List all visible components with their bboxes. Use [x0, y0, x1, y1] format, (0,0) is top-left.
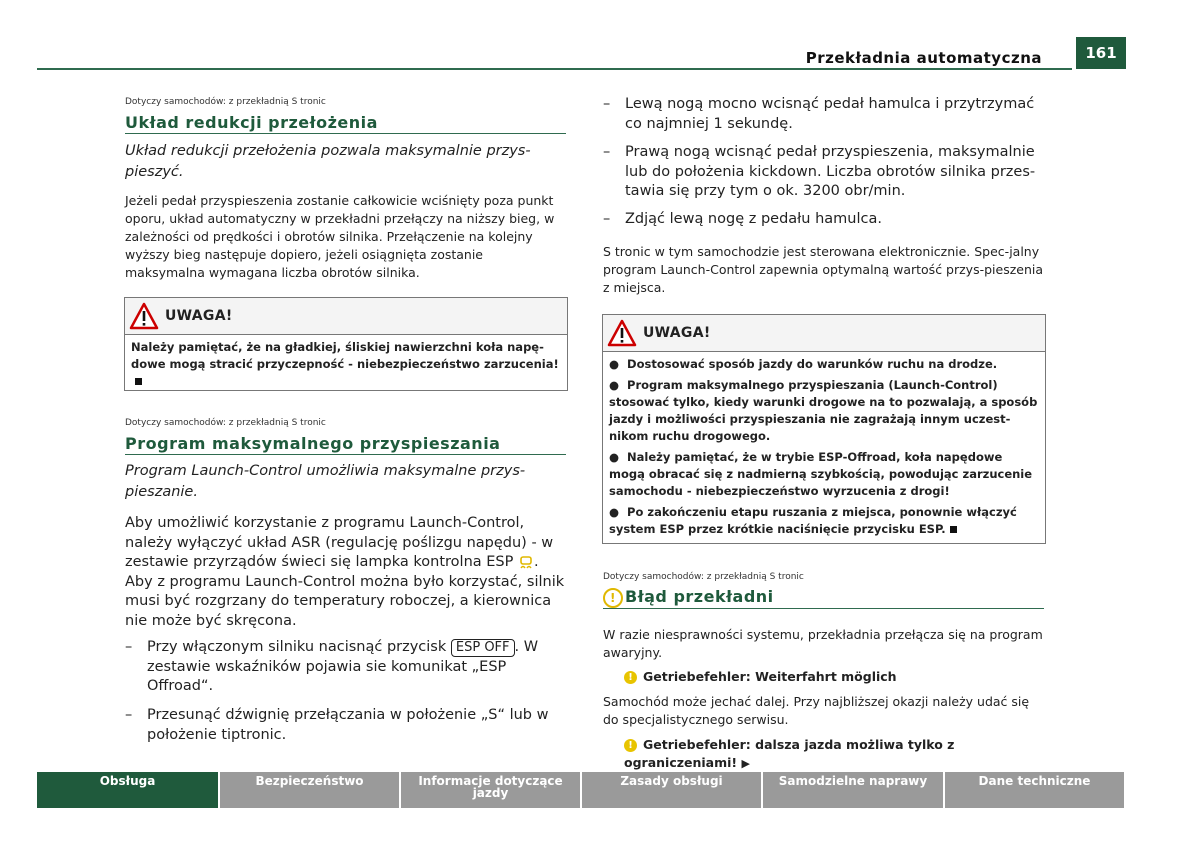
- footer-tab-zasady[interactable]: [582, 772, 761, 808]
- page-number: 161: [1076, 37, 1126, 69]
- warning-box: [602, 314, 1046, 544]
- warning-box: [124, 297, 568, 391]
- section-body: Samochód może jechać dalej. Przy najbliższej okazji należy udać się do specjalistycznego serwisu.: [603, 694, 1030, 727]
- bullet-text: Dostosować sposób jazdy do warunków ruchu na drodze.: [627, 357, 998, 371]
- message-text: Getriebefehler: dalsza jazda możliwa tylko z ograniczeniami!: [624, 737, 955, 770]
- error-message: [624, 736, 1054, 773]
- footer-tab-naprawy[interactable]: [763, 772, 943, 808]
- section-title: Program maksymalnego przyspieszania: [125, 434, 501, 453]
- tab-label: Obsługa: [99, 774, 156, 788]
- esp-warning-lamp-icon: [518, 554, 534, 570]
- step-item: [603, 210, 1045, 230]
- step-item: [603, 143, 1045, 202]
- section-lead: Układ redukcji przełożenia pozwala maksymalnie przys-pieszyć.: [125, 143, 531, 180]
- step-text: . W zestawie wskaźników pojawia sie komunikat „ESP Offroad“.: [147, 639, 539, 694]
- warning-bullet: ● Program maksymalnego przyspieszania (Launch-Control) stosować tylko, kiedy warunki drogowe na to pozwalają, a sposób jazdy i możliwości przyspieszania nie zagrażają innym uczest-nikom ruchu drogowego.: [609, 378, 1038, 443]
- warning-label: UWAGA!: [165, 308, 233, 324]
- warning-triangle-icon: [129, 302, 159, 330]
- bullet-text: Po zakończeniu etapu ruszania z miejsca, ponownie włączyć system ESP przez krótkie naciśnięcie przycisku ESP.: [609, 505, 1017, 536]
- section-body: Jeżeli pedał przyspieszenia zostanie całkowicie wciśnięty poza punkt oporu, układ automatyczny w przekładni przełączy na niższy bieg, w zależności od prędkości i obrotów silnika. Przełączenie na kolejny wyższy bieg następuje dopiero, jeżeli osiągnięta zostanie maksymalna wymagana liczba obrotów silnika.: [125, 193, 555, 280]
- applies-note: Dotyczy samochodów: z przekładnią S tronic: [603, 572, 804, 582]
- step-text: Zdjąć lewą nogę z pedału hamulca.: [625, 211, 882, 227]
- warning-label: UWAGA!: [643, 325, 711, 341]
- section-body: [125, 514, 565, 631]
- message-text: Getriebefehler: Weiterfahrt möglich: [643, 669, 897, 684]
- warning-bullet: ● Po zakończeniu etapu ruszania z miejsca, ponownie włączyć system ESP przez krótkie naciśnięcie przycisku ESP.: [609, 505, 1017, 536]
- warning-lamp-icon: !: [624, 671, 637, 684]
- end-square-icon: [950, 526, 957, 533]
- step-text: Prawą nogą wcisnąć pedał przyspieszenia, maksymalnie lub do położenia kickdown. Liczba obrotów silnika przes-tawia się przy tym o ok. 3200 obr/min.: [625, 144, 1036, 199]
- footer-tab-bezpieczenstwo[interactable]: [220, 772, 399, 808]
- error-message: [624, 668, 1044, 686]
- warning-text-wrap: [125, 335, 567, 394]
- continue-arrow-icon: ▶: [741, 757, 750, 770]
- footer-tab-dane[interactable]: [945, 772, 1124, 808]
- section-rule: [603, 608, 1044, 609]
- footer-tab-informacje[interactable]: [401, 772, 580, 808]
- warning-lamp-icon: !: [624, 739, 637, 752]
- info-warning-icon: !: [603, 588, 623, 608]
- step-text: Przesunąć dźwignię przełączania w położenie „S“ lub w położenie tiptronic.: [147, 707, 549, 743]
- chapter-title: Przekładnia automatyczna: [805, 49, 1042, 67]
- section-rule: [125, 133, 566, 134]
- warning-triangle-icon: [607, 319, 637, 347]
- step-text: Lewą nogą mocno wcisnąć pedał hamulca i przytrzymać co najmniej 1 sekundę.: [625, 96, 1035, 132]
- section-title: [603, 587, 774, 608]
- section-lead: Program Launch-Control umożliwia maksymalne przys-pieszanie.: [125, 463, 526, 500]
- section-title: Układ redukcji przełożenia: [125, 113, 378, 132]
- tab-label: Samodzielne naprawy: [778, 774, 928, 788]
- applies-note: Dotyczy samochodów: z przekładnią S tronic: [125, 97, 326, 107]
- warning-bullet: ● Należy pamiętać, że w trybie ESP-Offroad, koła napędowe mogą obracać się z nadmierną szybkością, powodując zarzucenie samochodu - niebezpieczeństwo wyrzucenia z drogi!: [609, 450, 1033, 498]
- applies-note: Dotyczy samochodów: z przekładnią S tronic: [125, 418, 326, 428]
- step-item: [125, 638, 565, 697]
- tab-label: Informacje dotyczące jazdy: [418, 774, 563, 800]
- step-item: [125, 706, 565, 745]
- warning-bullet: ● Dostosować sposób jazdy do warunków ruchu na drodze.: [609, 357, 998, 371]
- footer-nav: [37, 772, 1126, 808]
- esp-off-button: ESP OFF: [451, 639, 515, 657]
- warning-text: Należy pamiętać, że na gładkiej, śliskiej nawierzchni koła napę-dowe mogą stracić przyczepność - niebezpieczeństwo zarzucenia!: [131, 340, 559, 371]
- section-title-text: Błąd przekładni: [625, 587, 774, 606]
- bullet-text: Należy pamiętać, że w trybie ESP-Offroad, koła napędowe mogą obracać się z nadmierną szybkością, powodując zarzucenie samochodu - niebezpieczeństwo wyrzucenia z drogi!: [609, 450, 1033, 498]
- section-body: W razie niesprawności systemu, przekładnia przełącza się na program awaryjny.: [603, 627, 1043, 660]
- warning-header: [125, 298, 567, 335]
- body-text: Aby umożliwić korzystanie z programu Launch-Control, należy wyłączyć układ ASR (regulację poślizgu napędu) - w zestawie przyrządów świeci się lampka kontrolna ESP: [125, 515, 554, 570]
- header-rule: [37, 68, 1072, 70]
- section-body: S tronic w tym samochodzie jest sterowana elektronicznie. Spec-jalny program Launch-Control zapewnia optymalną wartość przys-pieszenia z miejsca.: [603, 244, 1044, 295]
- footer-tab-obsluga[interactable]: [37, 772, 218, 808]
- warning-header: [603, 315, 1045, 352]
- tab-label: Dane techniczne: [978, 774, 1091, 788]
- tab-label: Zasady obsługi: [620, 774, 723, 788]
- end-square-icon: [135, 378, 142, 385]
- step-item: [603, 95, 1045, 134]
- section-rule: [125, 454, 566, 455]
- tab-label: Bezpieczeństwo: [255, 774, 364, 788]
- step-text: Przy włączonym silniku nacisnąć przycisk: [147, 639, 447, 655]
- bullet-text: Program maksymalnego przyspieszania (Launch-Control) stosować tylko, kiedy warunki drogowe na to pozwalają, a sposób jazdy i możliwości przyspieszania nie zagrażają innym uczest-nikom ruchu drogowego.: [609, 378, 1038, 443]
- warning-text-wrap: [603, 352, 1045, 546]
- body-text: . Aby z programu Launch-Control można było korzystać, silnik musi być rozgrzany do temperatury roboczej, a kierownica nie może być skręcona.: [125, 554, 565, 629]
